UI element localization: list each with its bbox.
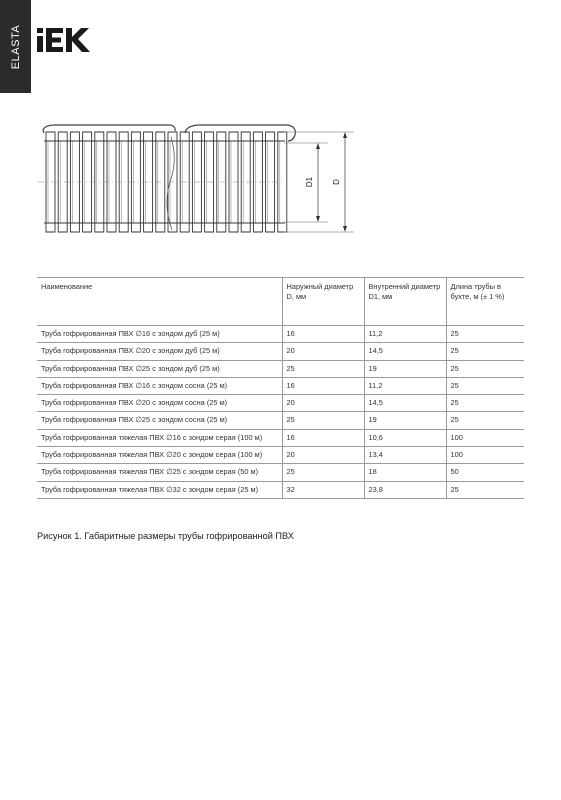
cell-inner-diameter: 11,2: [364, 377, 446, 394]
iek-logo: [37, 28, 97, 52]
cell-name: Труба гофрированная ПВХ ∅25 с зондом сосна (25 м): [37, 412, 282, 429]
cell-coil-length: 100: [446, 447, 524, 464]
cell-coil-length: 50: [446, 464, 524, 481]
cell-outer-diameter: 25: [282, 464, 364, 481]
d1-label: D1: [305, 176, 314, 188]
cell-coil-length: 25: [446, 481, 524, 498]
cell-inner-diameter: 14,5: [364, 395, 446, 412]
figure-caption: Рисунок 1. Габаритные размеры трубы гофрированной ПВХ: [37, 531, 294, 541]
spec-table: [37, 277, 524, 499]
cell-name: Труба гофрированная тяжелая ПВХ ∅25 с зондом серая (50 м): [37, 464, 282, 481]
cell-outer-diameter: 20: [282, 343, 364, 360]
cell-name: Труба гофрированная тяжелая ПВХ ∅16 с зондом серая (100 м): [37, 429, 282, 446]
pipe-drawing: [0, 100, 561, 250]
cell-inner-diameter: 10,6: [364, 429, 446, 446]
cell-name: Труба гофрированная тяжелая ПВХ ∅20 с зондом серая (100 м): [37, 447, 282, 464]
cell-name: Труба гофрированная ПВХ ∅20 с зондом сосна (25 м): [37, 395, 282, 412]
cell-inner-diameter: 18: [364, 464, 446, 481]
cell-coil-length: 25: [446, 412, 524, 429]
d-label: D: [332, 179, 341, 185]
cell-outer-diameter: 25: [282, 360, 364, 377]
cell-coil-length: 25: [446, 326, 524, 343]
cell-outer-diameter: 32: [282, 481, 364, 498]
table-row: [37, 447, 524, 464]
table-row: [37, 429, 524, 446]
cell-coil-length: 25: [446, 360, 524, 377]
header-outer-diameter: Наружный диаметр D, мм: [282, 278, 364, 326]
header-inner-diameter: Внутренний диаметр D1, мм: [364, 278, 446, 326]
cell-outer-diameter: 16: [282, 326, 364, 343]
table-row: [37, 412, 524, 429]
cell-inner-diameter: 13,4: [364, 447, 446, 464]
cell-outer-diameter: 16: [282, 429, 364, 446]
header-coil-length: Длина трубы в бухте, м (± 1 %): [446, 278, 524, 326]
table-row: [37, 326, 524, 343]
cell-name: Труба гофрированная тяжелая ПВХ ∅32 с зондом серая (25 м): [37, 481, 282, 498]
table-row: [37, 464, 524, 481]
cell-inner-diameter: 11,2: [364, 326, 446, 343]
cell-outer-diameter: 20: [282, 447, 364, 464]
table-row: [37, 343, 524, 360]
table-row: [37, 481, 524, 498]
cell-coil-length: 25: [446, 377, 524, 394]
cell-outer-diameter: 16: [282, 377, 364, 394]
cell-outer-diameter: 25: [282, 412, 364, 429]
table-row: [37, 360, 524, 377]
cell-inner-diameter: 19: [364, 412, 446, 429]
cell-name: Труба гофрированная ПВХ ∅25 с зондом дуб (25 м): [37, 360, 282, 377]
cell-coil-length: 25: [446, 343, 524, 360]
series-label: ELASTA: [9, 24, 22, 69]
cell-name: Труба гофрированная ПВХ ∅20 с зондом дуб (25 м): [37, 343, 282, 360]
cell-outer-diameter: 20: [282, 395, 364, 412]
cell-inner-diameter: 23,8: [364, 481, 446, 498]
cell-coil-length: 25: [446, 395, 524, 412]
table-row: [37, 377, 524, 394]
cell-inner-diameter: 14,5: [364, 343, 446, 360]
header-name: Наименование: [37, 278, 282, 326]
pipe-rib: [278, 132, 287, 232]
cell-name: Труба гофрированная ПВХ ∅16 с зондом дуб (25 м): [37, 326, 282, 343]
series-tab: [0, 0, 31, 93]
table-row: [37, 395, 524, 412]
cell-name: Труба гофрированная ПВХ ∅16 с зондом сосна (25 м): [37, 377, 282, 394]
cell-inner-diameter: 19: [364, 360, 446, 377]
cell-coil-length: 100: [446, 429, 524, 446]
table-header-row: [37, 278, 524, 326]
